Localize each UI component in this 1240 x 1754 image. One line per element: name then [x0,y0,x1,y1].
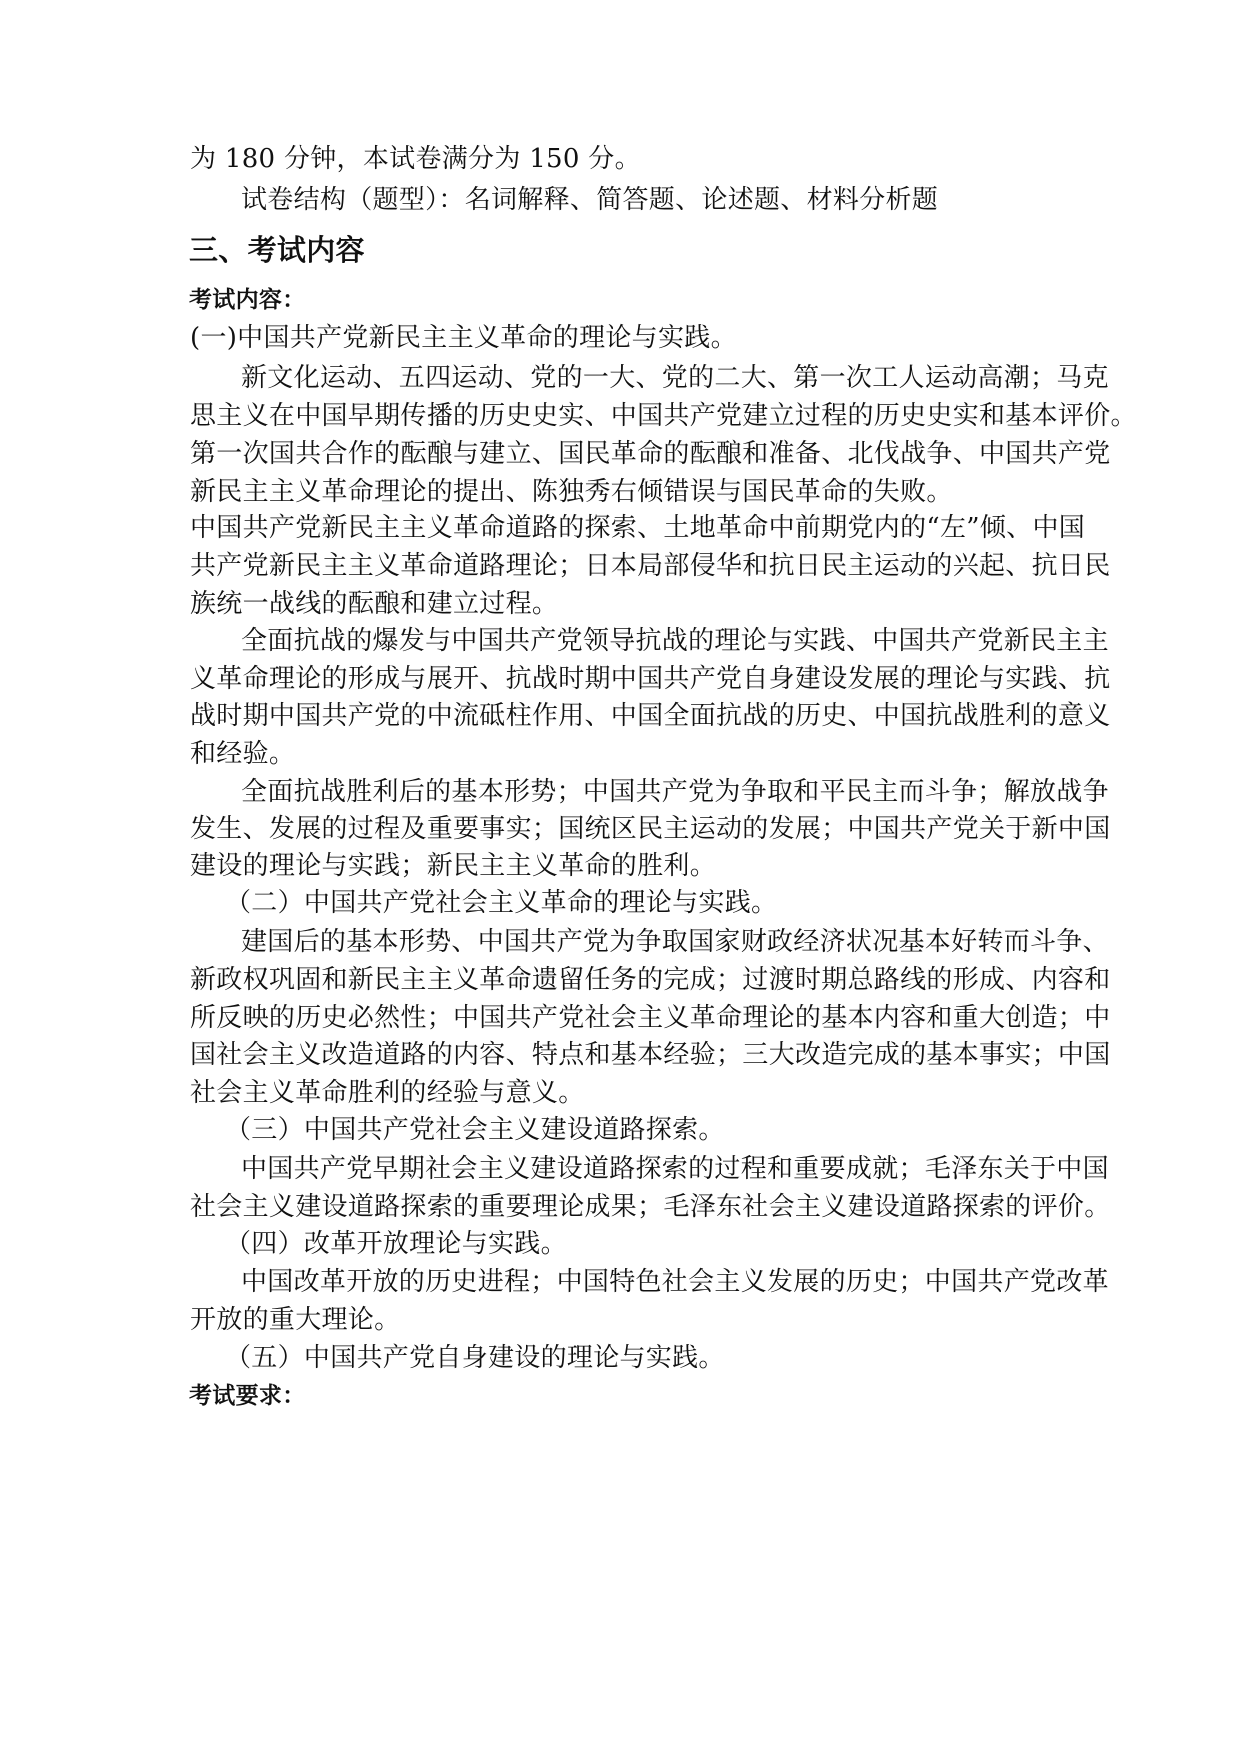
text-line: 义革命理论的形成与展开、抗战时期中国共产党自身建设发展的理论与实践、抗 [190,664,1111,694]
subheading-exam-content: 考试内容： [189,287,306,313]
text-line: 所反映的历史必然性；中国共产党社会主义革命理论的基本内容和重大创造；中 [190,1003,1111,1033]
text-line: 新政权巩固和新民主主义革命遗留任务的完成；过渡时期总路线的形成、内容和 [190,965,1111,995]
section-heading-2: （二）中国共产党社会主义革命的理论与实践。 [225,888,778,918]
text-line: 全面抗战的爆发与中国共产党领导抗战的理论与实践、中国共产党新民主主 [241,626,1109,656]
text-line: (一)中国共产党新民主主义革命的理论与实践。 [190,323,737,353]
text-line: 发生、发展的过程及重要事实；国统区民主运动的发展；中国共产党关于新中国 [190,814,1111,844]
text-line: 新文化运动、五四运动、党的一大、党的二大、第一次工人运动高潮；马克 [241,363,1109,393]
text-line: 社会主义革命胜利的经验与意义。 [190,1078,585,1108]
text-line: 第一次国共合作的酝酿与建立、国民革命的酝酿和准备、北伐战争、中国共产党 [190,439,1111,469]
section-heading: 三、考试内容 [189,233,365,267]
text-line: 试卷结构（题型）：名词解释、简答题、论述题、材料分析题 [241,185,939,215]
text-line: 全面抗战胜利后的基本形势；中国共产党为争取和平民主而斗争；解放战争 [241,777,1109,807]
text-line: 建国后的基本形势、中国共产党为争取国家财政经济状况基本好转而斗争、 [241,927,1109,957]
text-line: 中国共产党早期社会主义建设道路探索的过程和重要成就；毛泽东关于中国 [241,1154,1109,1184]
text-line: 新民主主义革命理论的提出、陈独秀右倾错误与国民革命的失败。 [190,477,953,507]
text-line: 共产党新民主主义革命道路理论；日本局部侵华和抗日民主运动的兴起、抗日民 [190,551,1111,581]
text-line: 中国改革开放的历史进程；中国特色社会主义发展的历史；中国共产党改革 [241,1267,1109,1297]
section-heading-4: （四）改革开放理论与实践。 [225,1229,567,1259]
text-line: 国社会主义改造道路的内容、特点和基本经验；三大改造完成的基本事实；中国 [190,1040,1111,1070]
section-heading-3: （三）中国共产党社会主义建设道路探索。 [225,1115,725,1145]
subheading-exam-requirements: 考试要求： [189,1383,306,1409]
text-line: 开放的重大理论。 [190,1305,401,1335]
text-line: 思主义在中国早期传播的历史史实、中国共产党建立过程的历史史实和基本评价。 [190,401,1137,431]
text-line: 为 180 分钟，本试卷满分为 150 分。 [190,144,641,174]
section-heading-5: （五）中国共产党自身建设的理论与实践。 [225,1343,725,1373]
text-line: 战时期中国共产党的中流砥柱作用、中国全面抗战的历史、中国抗战胜利的意义 [190,701,1111,731]
text-line: 和经验。 [190,739,296,769]
text-line: 中国共产党新民主主义革命道路的探索、土地革命中前期党内的“左”倾、中国 [190,513,1086,543]
text-line: 族统一战线的酝酿和建立过程。 [190,589,559,619]
text-line: 社会主义建设道路探索的重要理论成果；毛泽东社会主义建设道路探索的评价。 [190,1192,1111,1222]
text-line: 建设的理论与实践；新民主主义革命的胜利。 [190,851,717,881]
